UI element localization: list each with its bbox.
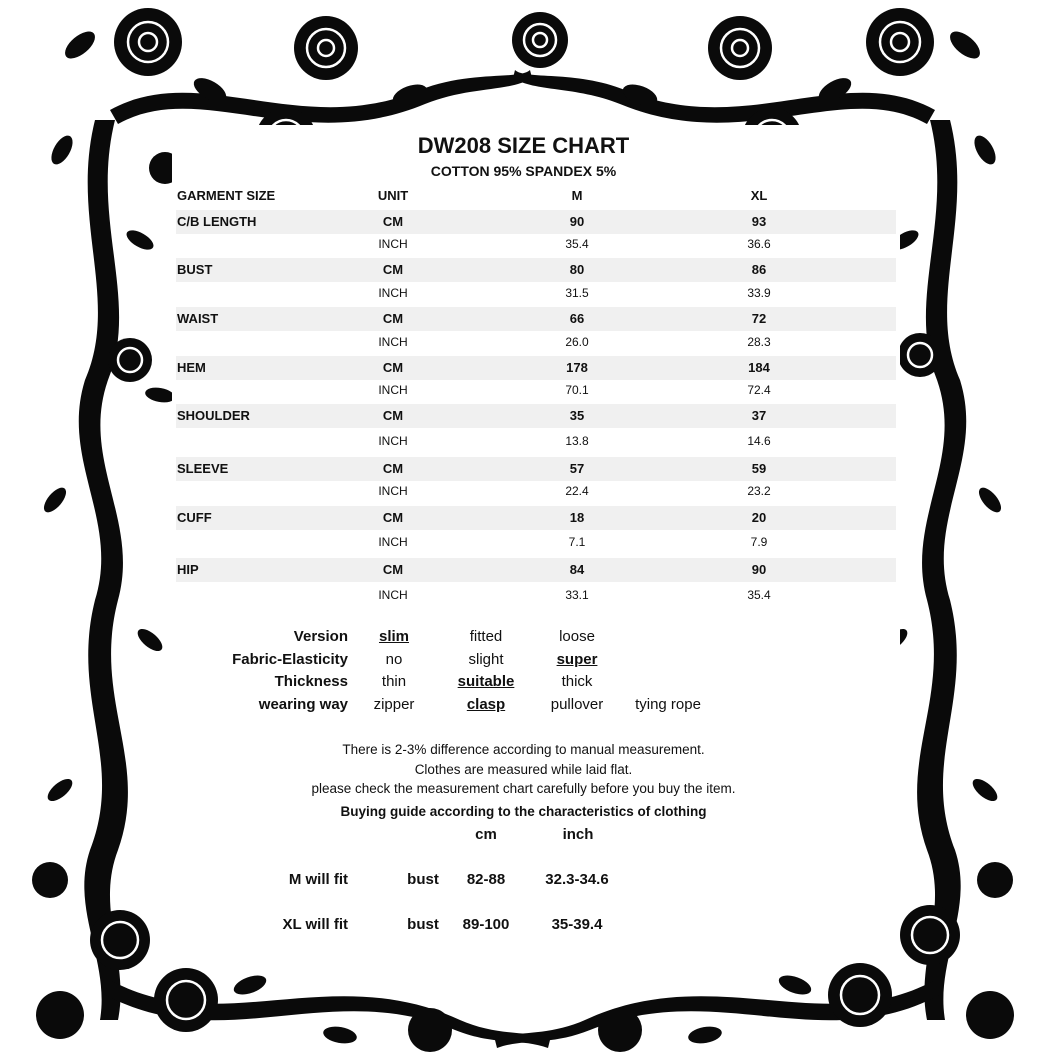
note-check-chart: please check the measurement chart carefully before you buy the item. [311,781,736,796]
size-xl-cell: 33.9 [747,286,771,300]
table-row [176,379,896,403]
unit-cell: INCH [378,535,408,549]
fit-cm-range: 89-100 [462,916,510,933]
table-row [176,457,896,481]
unit-cell: CM [382,311,404,326]
table-row [176,430,896,454]
header-size-xl: XL [750,188,768,203]
size-xl-cell: 90 [751,562,767,577]
table-row [176,558,896,582]
size-xl-cell: 59 [751,461,767,476]
fit-body-part: bust [407,916,439,933]
table-row [176,210,896,234]
unit-cell: INCH [378,335,408,349]
note-laid-flat: Clothes are measured while laid flat. [414,762,633,777]
size-m-cell: 18 [569,510,585,525]
table-row [176,584,896,608]
attribute-option: slight [468,651,504,668]
size-m-cell: 7.1 [568,535,586,549]
measurement-name: SHOULDER [177,408,250,423]
unit-cell: INCH [378,484,408,498]
attribute-option: no [385,651,403,668]
unit-cell: CM [382,562,404,577]
note-measurement-difference: There is 2-3% difference according to manual measurement. [342,742,705,757]
size-xl-cell: 14.6 [747,434,771,448]
attribute-label: Thickness [274,673,348,690]
size-xl-cell: 36.6 [747,237,771,251]
table-row [176,258,896,282]
unit-cell: INCH [378,588,408,602]
table-row [176,480,896,504]
size-xl-cell: 20 [751,510,767,525]
header-size-m: M [571,188,583,203]
attribute-label: Version [293,628,348,645]
size-m-cell: 35 [569,408,585,423]
header-unit: UNIT [377,188,409,203]
attribute-label: wearing way [258,696,348,713]
attribute-label: Fabric-Elasticity [232,651,348,668]
table-row [176,404,896,428]
guide-col-cm: cm [475,826,497,843]
fit-inch-range: 32.3-34.6 [545,871,609,888]
size-xl-cell: 93 [751,214,767,229]
size-xl-cell: 86 [751,262,767,277]
size-m-cell: 31.5 [565,286,589,300]
unit-cell: CM [382,408,404,423]
header-garment-size: GARMENT SIZE [177,188,276,203]
size-xl-cell: 72 [751,311,767,326]
right-vine-icon [917,120,966,1020]
page-title: DW208 SIZE CHART [417,133,630,158]
unit-cell: CM [382,262,404,277]
table-row [176,233,896,257]
size-m-cell: 84 [569,562,585,577]
size-xl-cell: 72.4 [747,383,771,397]
fit-inch-range: 35-39.4 [551,916,603,933]
size-m-cell: 90 [569,214,585,229]
fabric-composition: COTTON 95% SPANDEX 5% [430,163,617,179]
size-m-cell: 22.4 [565,484,589,498]
buying-guide-title: Buying guide according to the characteristics of clothing [340,804,707,819]
unit-cell: CM [382,510,404,525]
attribute-option: zipper [373,696,415,713]
attribute-option: thick [561,673,593,690]
unit-cell: CM [382,360,404,375]
size-m-cell: 80 [569,262,585,277]
size-xl-cell: 7.9 [750,535,768,549]
attribute-option-selected: slim [378,628,409,645]
size-xl-cell: 23.2 [747,484,771,498]
table-row [176,331,896,355]
fit-label: XL will fit [282,916,348,933]
attribute-option: pullover [550,696,604,713]
size-m-cell: 33.1 [565,588,589,602]
fit-label: M will fit [288,871,348,888]
table-row [176,282,896,306]
unit-cell: INCH [378,434,408,448]
unit-cell: CM [382,461,404,476]
size-m-cell: 66 [569,311,585,326]
attribute-option-selected: clasp [466,696,506,713]
measurement-name: CUFF [177,510,212,525]
unit-cell: INCH [378,286,408,300]
table-row [176,356,896,380]
size-xl-cell: 35.4 [747,588,771,602]
attribute-option-selected: suitable [457,673,515,690]
table-row [176,307,896,331]
measurement-name: C/B LENGTH [177,214,257,229]
attribute-option-selected: super [556,651,598,668]
measurement-name: HEM [177,360,206,375]
measurement-name: BUST [177,262,213,277]
size-xl-cell: 37 [751,408,767,423]
unit-cell: INCH [378,383,408,397]
attribute-option: tying rope [635,696,701,713]
measurement-name: HIP [177,562,199,577]
unit-cell: INCH [378,237,408,251]
table-row [176,506,896,530]
size-m-cell: 70.1 [565,383,589,397]
size-xl-cell: 184 [748,360,770,375]
size-m-cell: 26.0 [565,335,589,349]
fit-cm-range: 82-88 [466,871,506,888]
measurement-name: WAIST [177,311,219,326]
measurement-name: SLEEVE [177,461,229,476]
size-m-cell: 35.4 [565,237,589,251]
left-vine-icon [79,120,128,1020]
size-xl-cell: 28.3 [747,335,771,349]
guide-col-inch: inch [562,826,594,843]
attribute-option: fitted [469,628,503,645]
size-m-cell: 178 [566,360,588,375]
unit-cell: CM [382,214,404,229]
table-row [176,531,896,555]
fit-body-part: bust [407,871,439,888]
attribute-option: loose [559,628,595,645]
size-m-cell: 13.8 [565,434,589,448]
size-m-cell: 57 [569,461,585,476]
attribute-option: thin [381,673,407,690]
